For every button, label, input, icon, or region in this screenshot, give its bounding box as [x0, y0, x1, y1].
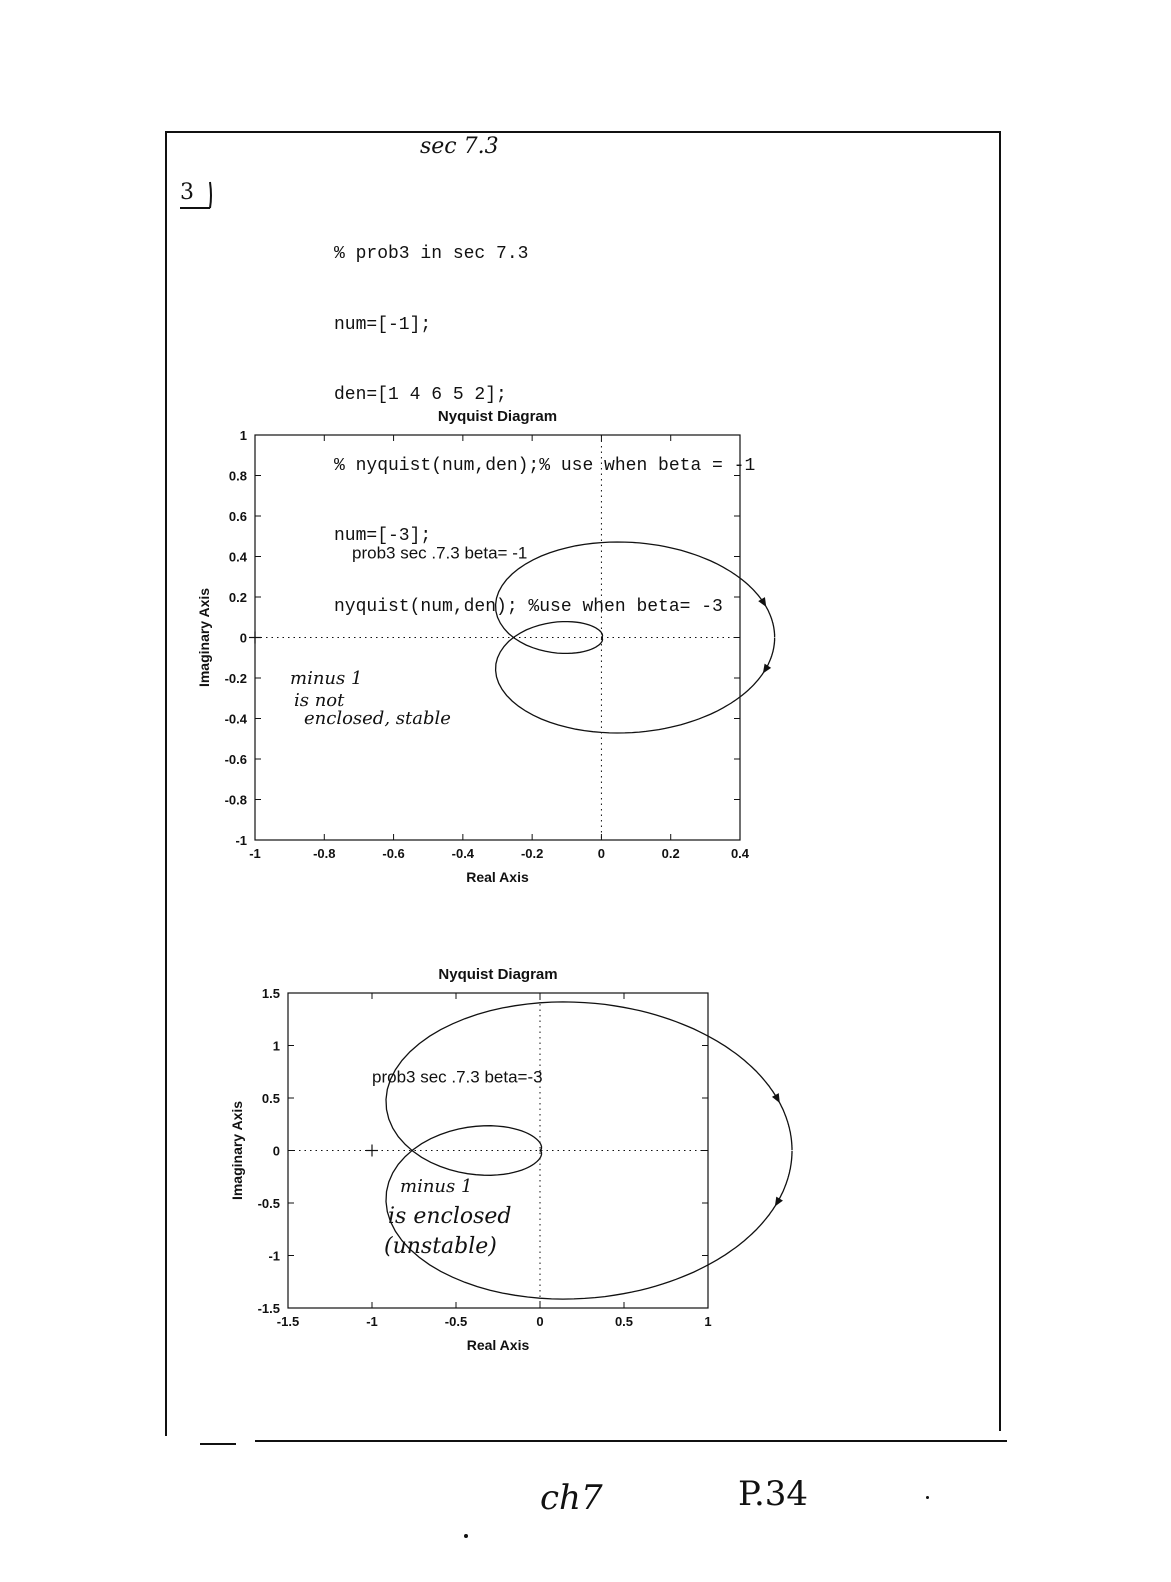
y-tick-label: 0.6 — [228, 509, 247, 524]
y-tick-label: 0.4 — [228, 549, 247, 565]
scan-speck — [926, 1496, 929, 1499]
chart-annotation: prob3 sec .7.3 beta=-3 — [372, 1067, 543, 1087]
code-line: % prob3 in sec 7.3 — [334, 244, 529, 264]
x-tick-label: 0 — [536, 1314, 544, 1329]
direction-arrow-icon — [772, 1093, 780, 1103]
y-tick-label: 0.2 — [228, 590, 247, 605]
x-tick-label: -1 — [249, 846, 261, 861]
footer-chapter: ch7 — [540, 1478, 603, 1518]
y-tick-label: 1 — [272, 1038, 280, 1054]
frame-left-line — [165, 131, 167, 1436]
y-tick-label: -0.4 — [224, 711, 247, 727]
frame-bottom-line — [255, 1440, 1007, 1442]
section-note: sec 7.3 — [420, 134, 499, 159]
chart-title: Nyquist Diagram — [437, 408, 558, 425]
code-line: num=[-3]; — [334, 526, 432, 546]
x-axis-label: Real Axis — [466, 1337, 530, 1353]
y-tick-label: -0.6 — [224, 752, 247, 767]
nyquist-curve-negative-freq — [496, 542, 775, 653]
code-line: num=[-1]; — [334, 314, 432, 335]
x-tick-label: 0 — [597, 846, 606, 861]
y-tick-label: 0.8 — [228, 468, 247, 484]
y-tick-label: 0.5 — [261, 1091, 280, 1106]
y-tick-label: -1 — [268, 1248, 280, 1264]
scan-speck — [464, 1534, 468, 1538]
y-tick-label: 1 — [239, 428, 247, 443]
footer-page: P.34 — [738, 1474, 809, 1514]
chart1-note-line3: enclosed, stable — [304, 708, 451, 729]
chart1-note-line1: minus 1 — [290, 668, 363, 689]
y-tick-label: 0 — [239, 630, 247, 646]
x-tick-label: 0.4 — [730, 846, 750, 861]
chart2-note-line1: minus 1 — [400, 1176, 473, 1197]
y-tick-label: -0.5 — [257, 1196, 280, 1211]
x-tick-label: -0.8 — [313, 846, 336, 861]
x-tick-label: -0.5 — [444, 1314, 468, 1329]
frame-right-line — [999, 131, 1001, 1431]
code-line: nyquist(num,den); %use when beta= -3 — [334, 596, 723, 617]
x-axis-label: Real Axis — [466, 869, 529, 885]
y-axis-label: Imaginary Axis — [196, 587, 212, 688]
x-tick-label: -0.2 — [520, 846, 544, 861]
y-axis-label: Imaginary Axis — [229, 1100, 245, 1201]
y-tick-label: -0.8 — [224, 792, 247, 808]
y-tick-label: -0.2 — [224, 671, 247, 686]
nyquist-curve-negative-freq — [386, 1002, 792, 1175]
code-line: % nyquist(num,den);% use when beta = -1 — [334, 455, 756, 476]
chart-title: Nyquist Diagram — [438, 966, 558, 983]
nyquist-curve-positive-freq — [496, 622, 775, 733]
direction-arrow-icon — [775, 1197, 783, 1207]
problem-number: 3 — [180, 180, 194, 205]
chart2-note-line3: (unstable) — [384, 1234, 497, 1259]
y-tick-label: 1.5 — [261, 986, 280, 1001]
code-line: den=[1 4 6 5 2]; — [334, 385, 507, 405]
y-tick-label: -1.5 — [257, 1301, 280, 1316]
direction-arrow-icon — [763, 664, 771, 674]
nyquist-chart-beta-3 — [220, 960, 760, 1380]
x-tick-label: 0.2 — [661, 846, 680, 861]
x-tick-label: -1.5 — [276, 1314, 300, 1329]
chart-annotation: prob3 sec .7.3 beta= -1 — [352, 543, 528, 563]
x-tick-label: -1 — [366, 1314, 378, 1329]
frame-bottom-line-left — [200, 1443, 236, 1445]
x-tick-label: -0.6 — [382, 846, 405, 861]
chart1-note-line2: is not — [294, 690, 345, 711]
direction-arrow-icon — [758, 597, 766, 607]
nyquist-chart-beta-1 — [190, 400, 790, 900]
x-tick-label: 0.5 — [614, 1314, 634, 1329]
frame-top-line — [165, 131, 1000, 133]
chart2-note-line2: is enclosed — [388, 1204, 512, 1229]
y-tick-label: -1 — [235, 833, 247, 848]
problem-number-bracket — [176, 180, 216, 216]
x-tick-label: -0.4 — [451, 846, 475, 861]
y-tick-label: 0 — [272, 1143, 280, 1159]
x-tick-label: 1 — [704, 1314, 712, 1329]
